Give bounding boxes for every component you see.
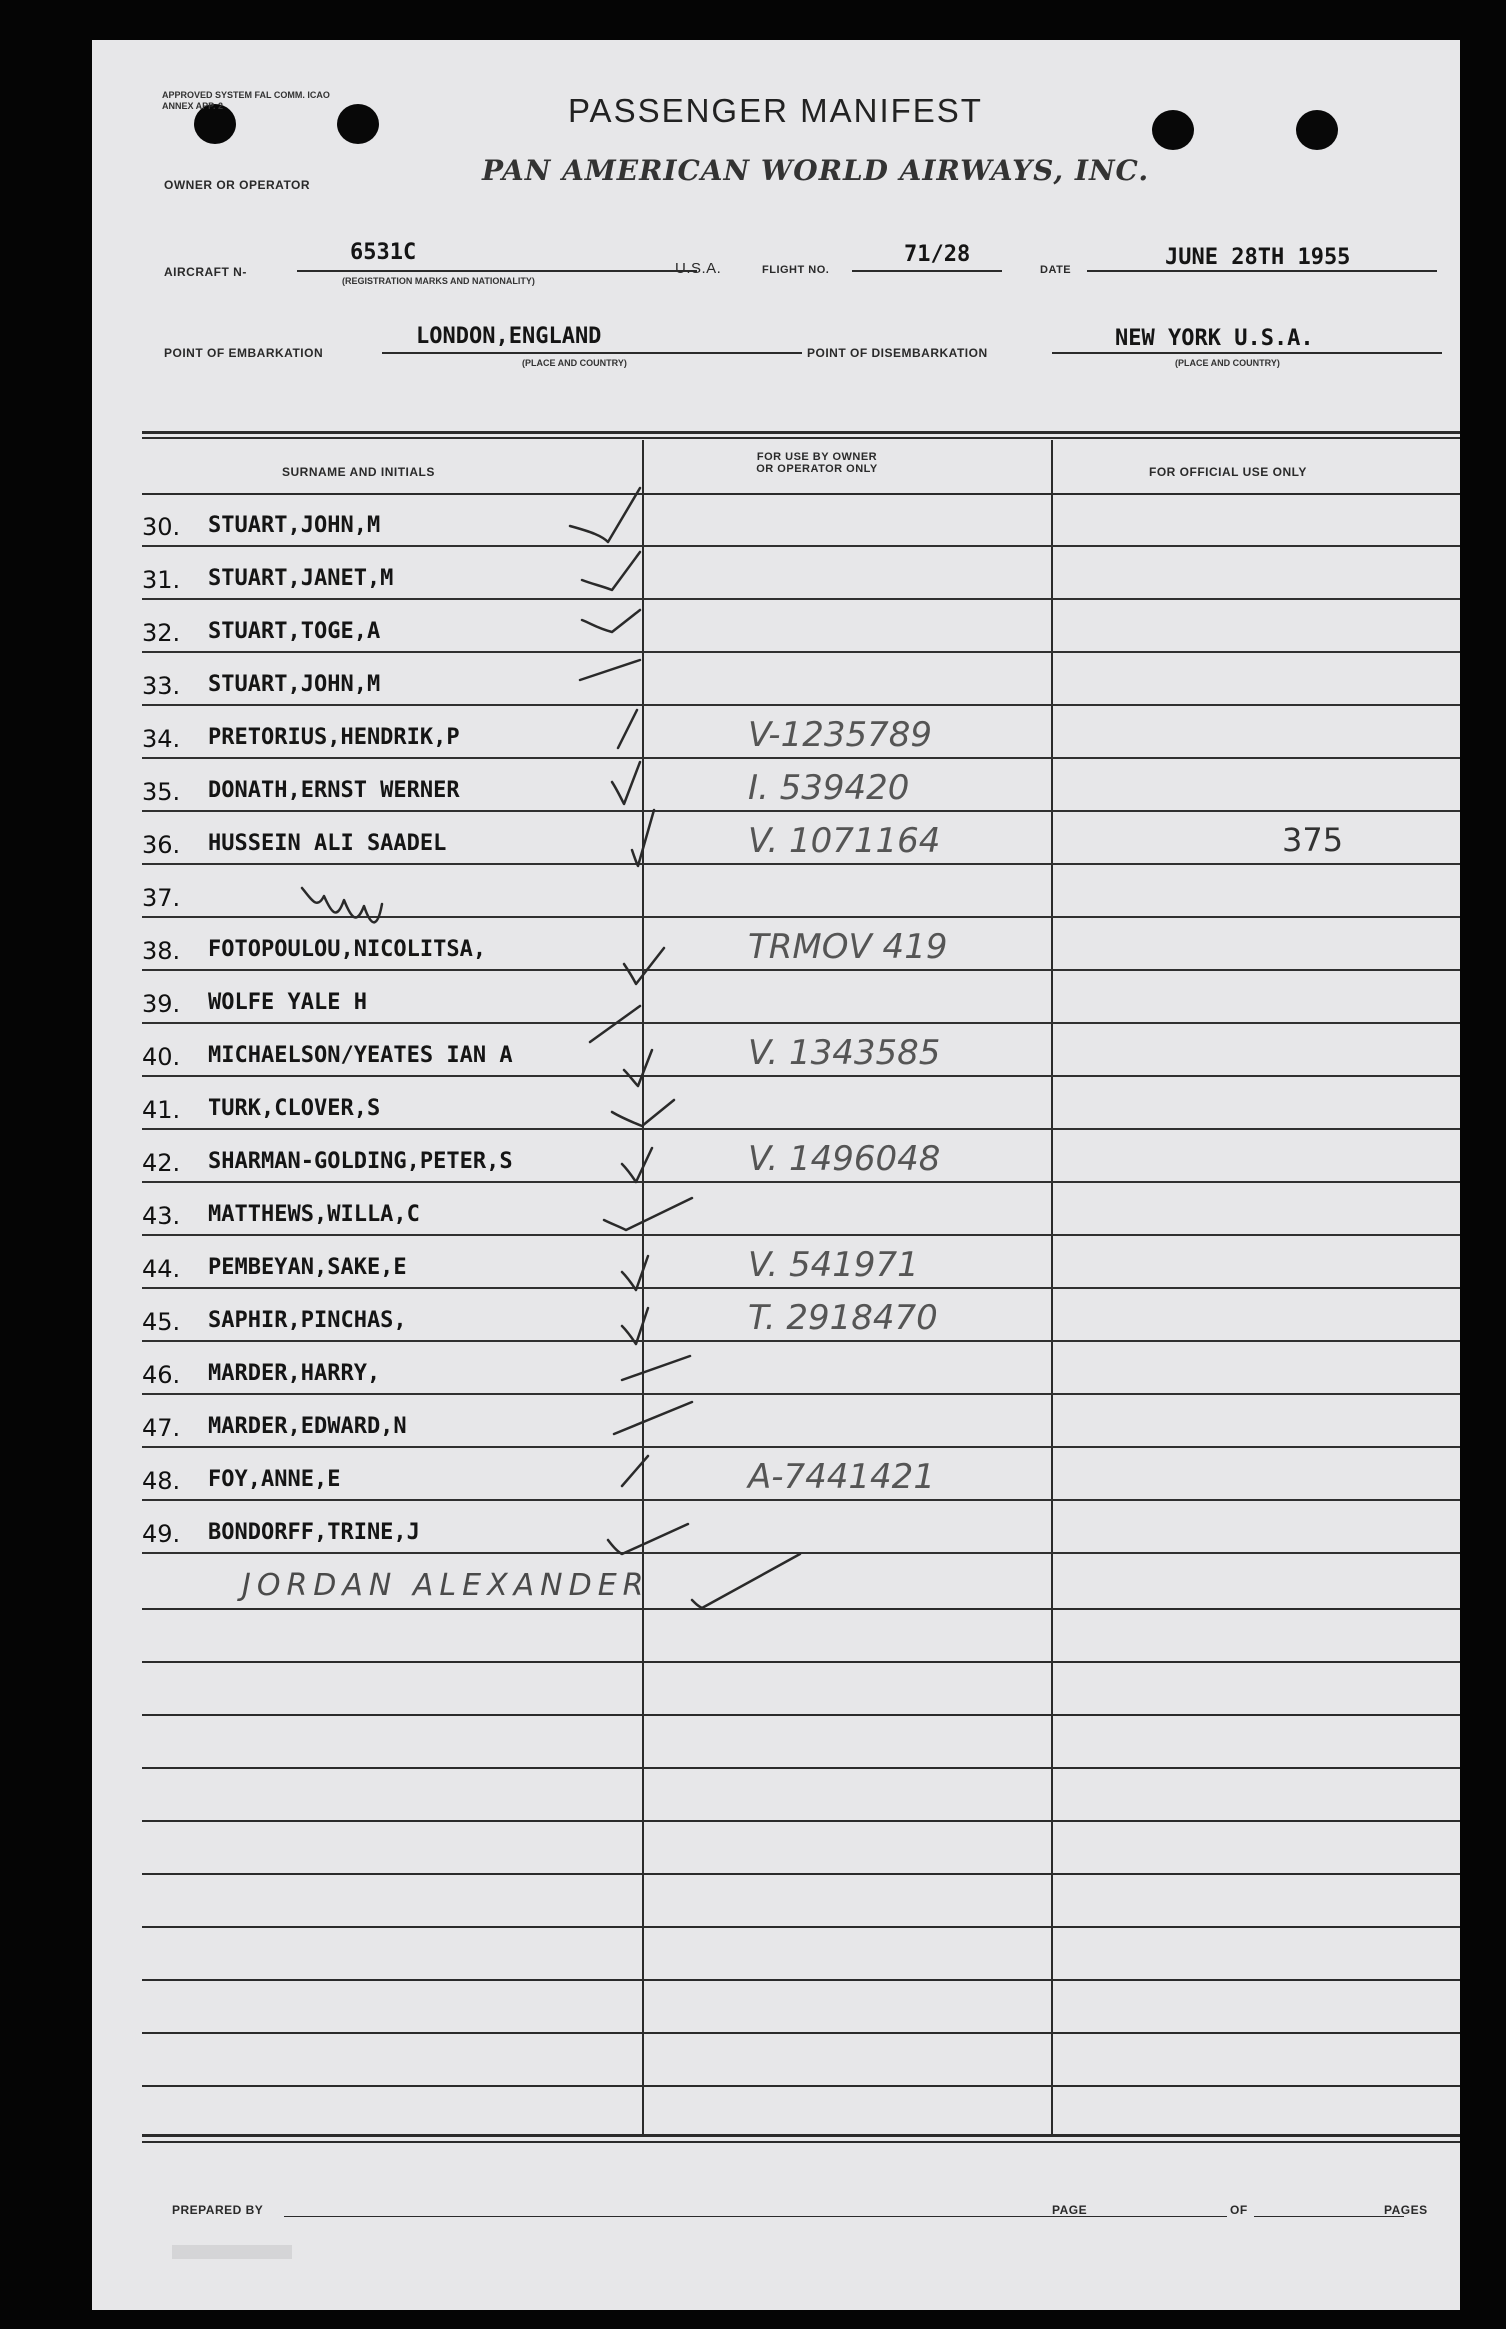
embarkation-label: POINT OF EMBARKATION: [164, 346, 324, 360]
check-mark: [624, 948, 664, 984]
page-title: PASSENGER MANIFEST: [568, 92, 983, 129]
row-number: 48.: [142, 1467, 181, 1495]
flight-value: 71/28: [904, 242, 971, 267]
date-label: DATE: [1040, 264, 1072, 276]
row-number: 47.: [142, 1414, 181, 1442]
flight-label: FLIGHT NO.: [762, 264, 830, 276]
check-mark: [618, 710, 637, 748]
embarkation-value: LONDON,ENGLAND: [416, 324, 602, 349]
country-label: U.S.A.: [675, 260, 722, 277]
check-mark: [590, 1006, 640, 1042]
row-number: 30.: [142, 513, 181, 541]
check-mark: [612, 1100, 674, 1126]
owner-reference: TRMOV 419: [748, 927, 948, 967]
check-mark: [622, 1308, 648, 1344]
prepared-by-label: PREPARED BY: [172, 2203, 264, 2217]
passenger-name: DONATH,ERNST WERNER: [208, 778, 460, 803]
passenger-name: PEMBEYAN,SAKE,E: [208, 1255, 407, 1280]
page-label: PAGE: [1052, 2203, 1088, 2217]
passenger-name: MICHAELSON/YEATES IAN A: [208, 1043, 513, 1068]
disembarkation-value: NEW YORK U.S.A.: [1115, 326, 1314, 351]
passenger-name: BONDORFF,TRINE,J: [208, 1520, 420, 1545]
owner-reference: I. 539420: [748, 768, 910, 808]
owner-reference: V. 1343585: [748, 1033, 941, 1073]
aircraft-value: 6531C: [350, 240, 417, 265]
column-header-surname: SURNAME AND INITIALS: [282, 465, 435, 479]
printer-stamp: [172, 2245, 292, 2259]
place-caption-disembarkation: (PLACE AND COUNTRY): [1175, 358, 1280, 368]
row-number: 42.: [142, 1149, 181, 1177]
approval-stamp: APPROVED SYSTEM FAL COMM. ICAO ANNEX APP. 2: [162, 90, 330, 111]
row-number: 31.: [142, 566, 181, 594]
pages-label: PAGES: [1384, 2203, 1428, 2217]
check-mark: [582, 610, 640, 632]
check-mark: [614, 1402, 692, 1434]
official-entry: 375: [1282, 821, 1344, 859]
passenger-name: WOLFE YALE H: [208, 990, 367, 1015]
row-number: 40.: [142, 1043, 181, 1071]
company-name: PAN AMERICAN WORLD AIRWAYS, INC.: [482, 154, 1150, 187]
check-mark: [622, 1148, 652, 1182]
check-mark: [570, 488, 640, 542]
passenger-name: STUART,JOHN,M: [208, 513, 381, 538]
row-number: 39.: [142, 990, 181, 1018]
passenger-name: SHARMAN-GOLDING,PETER,S: [208, 1149, 513, 1174]
check-mark: [612, 762, 640, 804]
aircraft-label: AIRCRAFT N-: [164, 265, 247, 279]
check-mark: [582, 552, 640, 590]
manifest-sheet: [92, 40, 1460, 2310]
passenger-name: TURK,CLOVER,S: [208, 1096, 381, 1121]
row-number: 37.: [142, 884, 181, 912]
row-number: 44.: [142, 1255, 181, 1283]
row-number: 46.: [142, 1361, 181, 1389]
passenger-name: STUART,JANET,M: [208, 566, 394, 591]
scribble: [302, 888, 382, 922]
row-number: 41.: [142, 1096, 181, 1124]
date-value: JUNE 28TH 1955: [1165, 245, 1351, 270]
check-mark: [624, 1050, 652, 1086]
check-mark: [622, 1356, 690, 1380]
passenger-name: FOTOPOULOU,NICOLITSA,: [208, 937, 487, 962]
column-header-owner: FOR USE BY OWNER OR OPERATOR ONLY: [756, 451, 878, 475]
owner-label: OWNER OR OPERATOR: [164, 178, 311, 192]
owner-reference: V-1235789: [748, 715, 932, 755]
passenger-name: FOY,ANNE,E: [208, 1467, 341, 1492]
check-mark: [580, 660, 640, 680]
of-label: OF: [1230, 2203, 1248, 2217]
row-number: 45.: [142, 1308, 181, 1336]
check-mark: [604, 1198, 692, 1230]
owner-reference: V. 1496048: [748, 1139, 941, 1179]
check-mark: [692, 1554, 800, 1608]
passenger-name: PRETORIUS,HENDRIK,P: [208, 725, 460, 750]
passenger-name: MATTHEWS,WILLA,C: [208, 1202, 420, 1227]
disembarkation-label: POINT OF DISEMBARKATION: [807, 346, 988, 360]
row-number: 43.: [142, 1202, 181, 1230]
handwritten-passenger: JORDAN ALEXANDER: [242, 1568, 650, 1603]
row-number: 32.: [142, 619, 181, 647]
row-number: 49.: [142, 1520, 181, 1548]
handwritten-marks: [92, 40, 1460, 2310]
check-mark: [622, 1456, 648, 1486]
owner-reference: A-7441421: [748, 1457, 935, 1497]
owner-reference: T. 2918470: [748, 1298, 938, 1338]
passenger-name: MARDER,EDWARD,N: [208, 1414, 407, 1439]
passenger-name: MARDER,HARRY,: [208, 1361, 381, 1386]
column-header-official: FOR OFFICIAL USE ONLY: [1149, 465, 1307, 479]
owner-reference: V. 1071164: [748, 821, 941, 861]
check-mark: [622, 1256, 648, 1290]
registration-caption: (REGISTRATION MARKS AND NATIONALITY): [342, 276, 535, 286]
passenger-name: SAPHIR,PINCHAS,: [208, 1308, 407, 1333]
row-number: 34.: [142, 725, 181, 753]
row-number: 36.: [142, 831, 181, 859]
owner-reference: V. 541971: [748, 1245, 919, 1285]
passenger-name: HUSSEIN ALI SAADEL: [208, 831, 447, 856]
row-number: 33.: [142, 672, 181, 700]
passenger-name: STUART,JOHN,M: [208, 672, 381, 697]
check-mark: [632, 810, 654, 866]
row-number: 38.: [142, 937, 181, 965]
check-mark: [608, 1524, 688, 1554]
row-number: 35.: [142, 778, 181, 806]
passenger-name: STUART,TOGE,A: [208, 619, 381, 644]
place-caption-embarkation: (PLACE AND COUNTRY): [522, 358, 627, 368]
